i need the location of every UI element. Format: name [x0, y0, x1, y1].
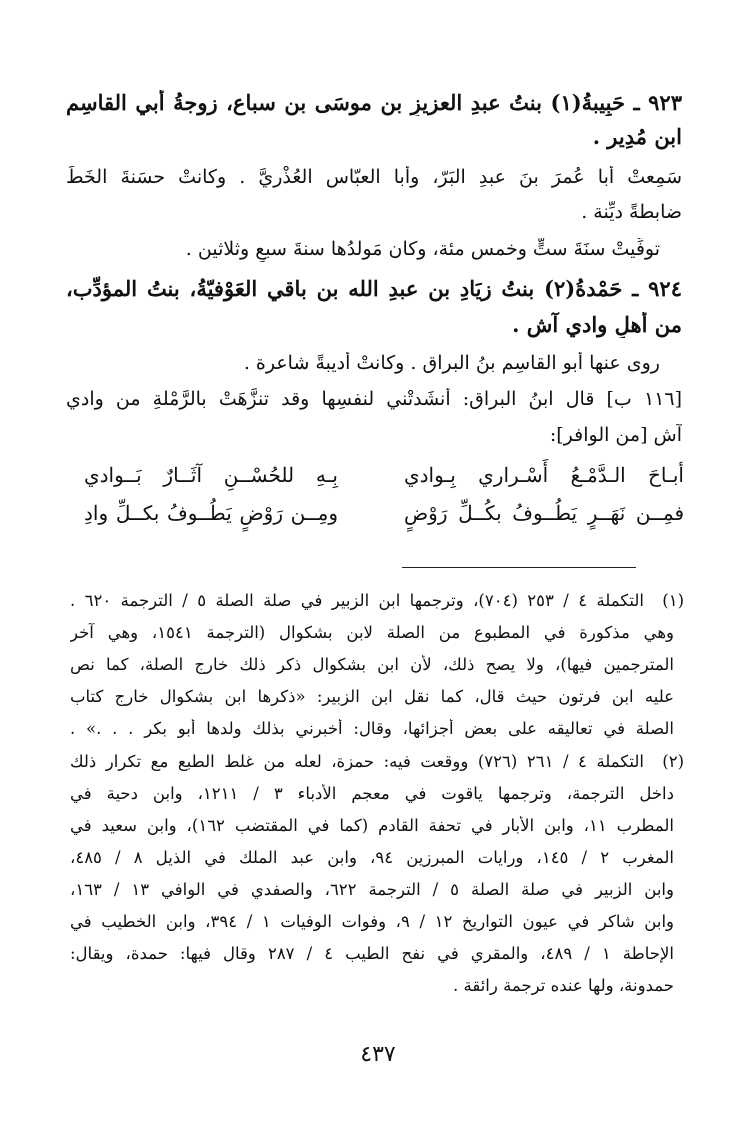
entry-924-heading: ٩٢٤ ـ حَمْدةُ(٢) بنتُ زيَادِ بنِ عبدِ الله بنِ باقي العَوْفيّةُ، بنتُ المؤدِّب، — [66, 276, 682, 301]
footnote-1-line: الصلة في تعاليقه على بعض أجزائها، وقال: أخبرني بذلك ولدها أبو بكر . . .» . — [70, 719, 674, 738]
poem-verse-2-first-hemistich: فمِــن نَهَــرٍ يَطُــوفُ بكُــلِّ رَوْضٍ — [404, 501, 684, 525]
entry-924-quote-intro-continued: آش [من الوافر]: — [549, 424, 682, 446]
footnote-2-line: المغرب ٢ / ١٤٥، ورايات المبرزين ٩٤، وابن عبد الملك في الذيل ٨ / ٤٨٥، — [70, 848, 674, 867]
footnote-2-line: وابن الزبير في صلة الصلة ٥ / الترجمة ٦٢٢، والصفدي في الوافي ١٣ / ١٦٣، — [70, 880, 674, 899]
footnote-2-line: التكملة ٤ / ٢٦١ (٧٢٦) ووقعت فيه: حمزة، لعله من غلط الطبع مع تكرار ذلك — [70, 752, 644, 771]
entry-923-heading-continued: ابنِ مُدِير . — [592, 124, 682, 149]
entry-924-text-line: روى عنها أبو القاسِم بنُ البراق . وكانتْ أديبةً شاعرة . — [243, 352, 660, 374]
footnote-1-line: عليه ابن فرتون حيث قال، كما نقل ابن الزبير: «ذكرها ابن بشكوال خارج كتاب — [70, 687, 674, 706]
footnote-1-line: التكملة ٤ / ٢٥٣ (٧٠٤)، وترجمها ابن الزبير في صلة الصلة ٥ / الترجمة ٦٢٠ . — [70, 591, 644, 610]
footnote-2-line: الإحاطة ١ / ٤٨٩، والمقري في نفح الطيب ٤ / ٢٨٧ وقال فيها: حمدة، ويقال: — [70, 944, 674, 963]
footnote-1-line: المترجمين فيها)، ولا يصح ذلك، لأن ابن بشكوال ذكر ذلك خارج الصلة، كما نص — [70, 655, 674, 674]
footnote-2-line: داخل الترجمة، وترجمها ياقوت في معجم الأدباء ٣ / ١٢١١، وابن دحية في — [70, 784, 674, 803]
footnote-2-line: المطرب ١١، وابن الأبار في تحفة القادم (كما في المقتضب ١٦٢)، وابن سعيد في — [70, 816, 674, 835]
footnote-1-number: (١) — [662, 591, 684, 610]
poem-verse-1-first-hemistich: أبـاحَ الـدَّمْـعُ أَسْـراري بِـوادي — [404, 463, 684, 487]
poem-verse-2-second-hemistich: ومِــن رَوْضٍ يَطُــوفُ بكــلِّ وادِ — [84, 501, 338, 525]
poem-verse-1-second-hemistich: بِـهِ للحُسْــنِ آثَــارٌ بَــوادي — [84, 463, 338, 487]
page-number: ٤٣٧ — [360, 1042, 396, 1067]
entry-923-heading: ٩٢٣ ـ حَبِيبةُ(١) بنتُ عبدِ العزيزِ بنِ موسَى بنِ سباع، زوجةُ أبي القاسِم — [66, 90, 682, 115]
footnote-2-line: حمدونة، ولها عنده ترجمة رائقة . — [453, 976, 674, 995]
entry-923-text-line: ضابطةً ديِّنة . — [581, 201, 682, 223]
footnote-1-line: وهي مذكورة في المطبوع من الصلة لابن بشكوال (الترجمة ١٥٤١، وهي آخر — [70, 623, 674, 642]
entry-923-text-line: سَمِعتْ أبا عُمرَ بنَ عبدِ البَرّ، وأبا العبّاس العُذْريَّ . وكانتْ حسَنةَ الخَطِّ — [66, 166, 682, 188]
entry-924-quote-intro: [١١٦ ب] قال ابنُ البراق: أنشَدتْني لنفسِها وقد تنزَّهَتْ بالرَّمْلةِ من وادي — [66, 388, 682, 410]
entry-923-death-line: توفِّيتْ سنَةَ ستٍّ وخمس مئة، وكان مَولدُها سنةَ سبعٍ وثلاثين . — [185, 238, 660, 260]
footnote-2-number: (٢) — [662, 752, 684, 771]
entry-924-heading-continued: من أهلِ وادي آش . — [512, 312, 682, 337]
footnote-divider — [402, 567, 636, 568]
footnote-2-line: وابن شاكر في عيون التواريخ ١٢ / ٩، وفوات الوفيات ١ / ٣٩٤، وابن الخطيب في — [70, 912, 674, 931]
